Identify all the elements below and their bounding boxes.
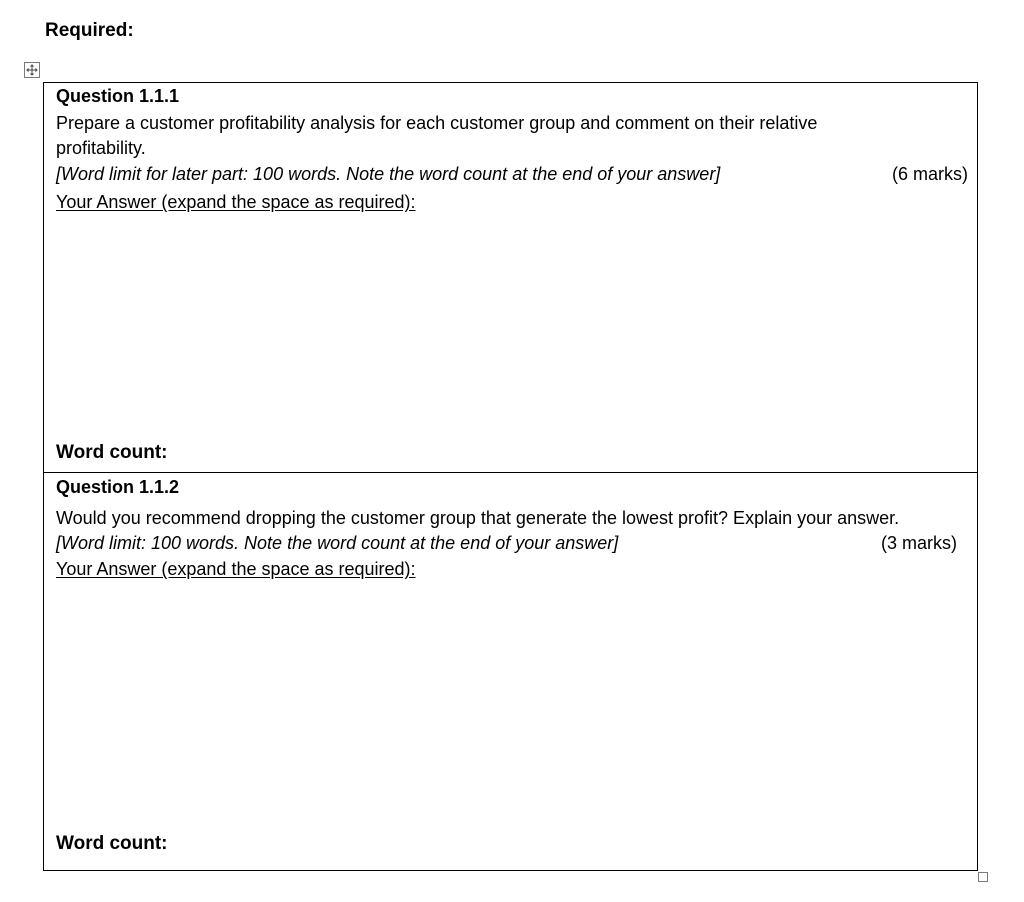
word-limit-row: [56, 531, 977, 556]
page-heading: Required:: [45, 20, 134, 41]
answer-label: Your Answer (expand the space as required):: [56, 559, 416, 579]
question-text: Would you recommend dropping the customer group that generate the lowest profit? Explain your answer.: [56, 508, 900, 528]
question-table: [43, 82, 978, 871]
marks-label: (3 marks): [881, 533, 957, 553]
table-move-icon[interactable]: [24, 62, 40, 78]
table-resize-icon[interactable]: [978, 872, 988, 882]
answer-label: Your Answer (expand the space as required):: [56, 192, 416, 212]
word-limit-text: [Word limit: 100 words. Note the word count at the end of your answer]: [56, 533, 619, 553]
word-count-label: Word count:: [56, 833, 168, 854]
question-cell-1: [44, 83, 977, 472]
answer-area[interactable]: [56, 218, 965, 433]
question-text: Prepare a customer profitability analysis for each customer group and comment on their relative profitability.: [56, 113, 818, 158]
question-cell-2: [44, 472, 977, 869]
answer-area[interactable]: [56, 585, 965, 830]
question-title: Question 1.1.1: [56, 86, 180, 106]
word-limit-row: [56, 162, 977, 187]
word-count-label: Word count:: [56, 442, 168, 463]
question-title: Question 1.1.2: [56, 477, 180, 497]
marks-label: (6 marks): [892, 164, 968, 184]
word-limit-text: [Word limit for later part: 100 words. Note the word count at the end of your answer]: [56, 164, 721, 184]
